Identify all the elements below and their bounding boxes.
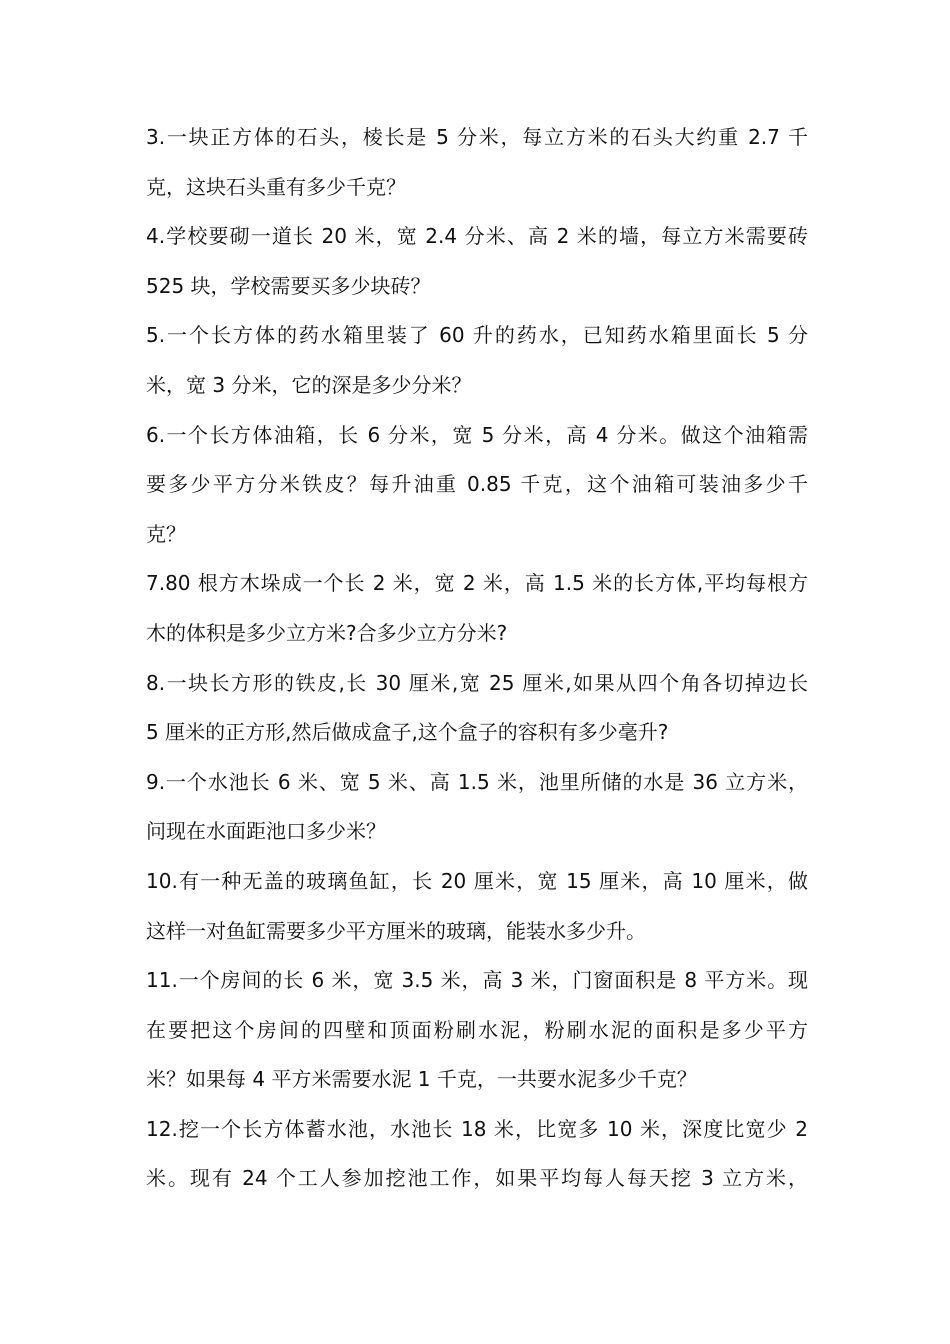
problem-11-line-3: 米？如果每 4 平方米需要水泥 1 千克，一共要水泥多少千克？: [146, 1067, 697, 1092]
problem-11: [146, 956, 808, 1105]
problem-4-line-1: 4.学校要砌一道长 20 米，宽 2.4 分米、高 2 米的墙，每立方米需要砖: [146, 224, 808, 249]
problem-5: [146, 311, 808, 410]
problem-6-line-1: 6.一个长方体油箱，长 6 分米，宽 5 分米，高 4 分米。做这个油箱需: [146, 422, 808, 447]
problem-10-line-2: 这样一对鱼缸需要多少平方厘米的玻璃，能装水多少升。: [146, 918, 646, 943]
problem-11-line-1: 11.一个房间的长 6 米，宽 3.5 米，高 3 米，门窗面积是 8 平方米。现: [146, 968, 808, 993]
problem-11-line-2: 在要把这个房间的四壁和顶面粉刷水泥，粉刷水泥的面积是多少平方: [146, 1017, 808, 1042]
problem-8-line-2: 5 厘米的正方形,然后做成盒子,这个盒子的容积有多少毫升?: [146, 720, 669, 745]
problem-12-line-2: 米。现有 24 个工人参加挖池工作，如果平均每人每天挖 3 立方米，: [146, 1166, 808, 1191]
problem-3-line-2: 克，这块石头重有多少千克？: [146, 174, 406, 199]
problem-12-line-1: 12.挖一个长方体蓄水池，水池长 18 米，比宽多 10 米，深度比宽少 2: [146, 1116, 808, 1141]
problem-9: [146, 758, 808, 857]
problem-5-line-2: 米，宽 3 分米，它的深是多少分米？: [146, 372, 472, 397]
problem-3-line-1: 3.一块正方体的石头，棱长是 5 分米，每立方米的石头大约重 2.7 千: [146, 125, 808, 149]
problem-12: [146, 1105, 808, 1204]
problem-9-line-2: 问现在水面距池口多少米？: [146, 819, 386, 844]
document-page: [146, 113, 808, 1204]
problem-6-line-3: 克？: [146, 521, 186, 546]
problem-7: [146, 559, 808, 658]
problem-7-line-2: 木的体积是多少立方米?合多少立方分米?: [146, 620, 508, 645]
problem-4-line-2: 525 块，学校需要买多少块砖？: [146, 273, 431, 298]
problem-6: [146, 411, 808, 560]
problem-8-line-1: 8.一块长方形的铁皮,长 30 厘米,宽 25 厘米,如果从四个角各切掉边长: [146, 670, 808, 695]
problem-3: [146, 113, 808, 212]
problem-10: [146, 857, 808, 956]
problem-8: [146, 659, 808, 758]
problem-6-line-2: 要多少平方分米铁皮？每升油重 0.85 千克，这个油箱可装油多少千: [146, 472, 808, 497]
problem-5-line-1: 5.一个长方体的药水箱里装了 60 升的药水，已知药水箱里面长 5 分: [146, 323, 808, 348]
problem-7-line-1: 7.80 根方木垛成一个长 2 米，宽 2 米，高 1.5 米的长方体,平均每根方: [146, 571, 808, 596]
problem-9-line-1: 9.一个水池长 6 米、宽 5 米、高 1.5 米，池里所储的水是 36 立方米，: [146, 769, 808, 794]
problem-4: [146, 212, 808, 311]
problem-10-line-1: 10.有一种无盖的玻璃鱼缸，长 20 厘米，宽 15 厘米，高 10 厘米，做: [146, 868, 808, 893]
